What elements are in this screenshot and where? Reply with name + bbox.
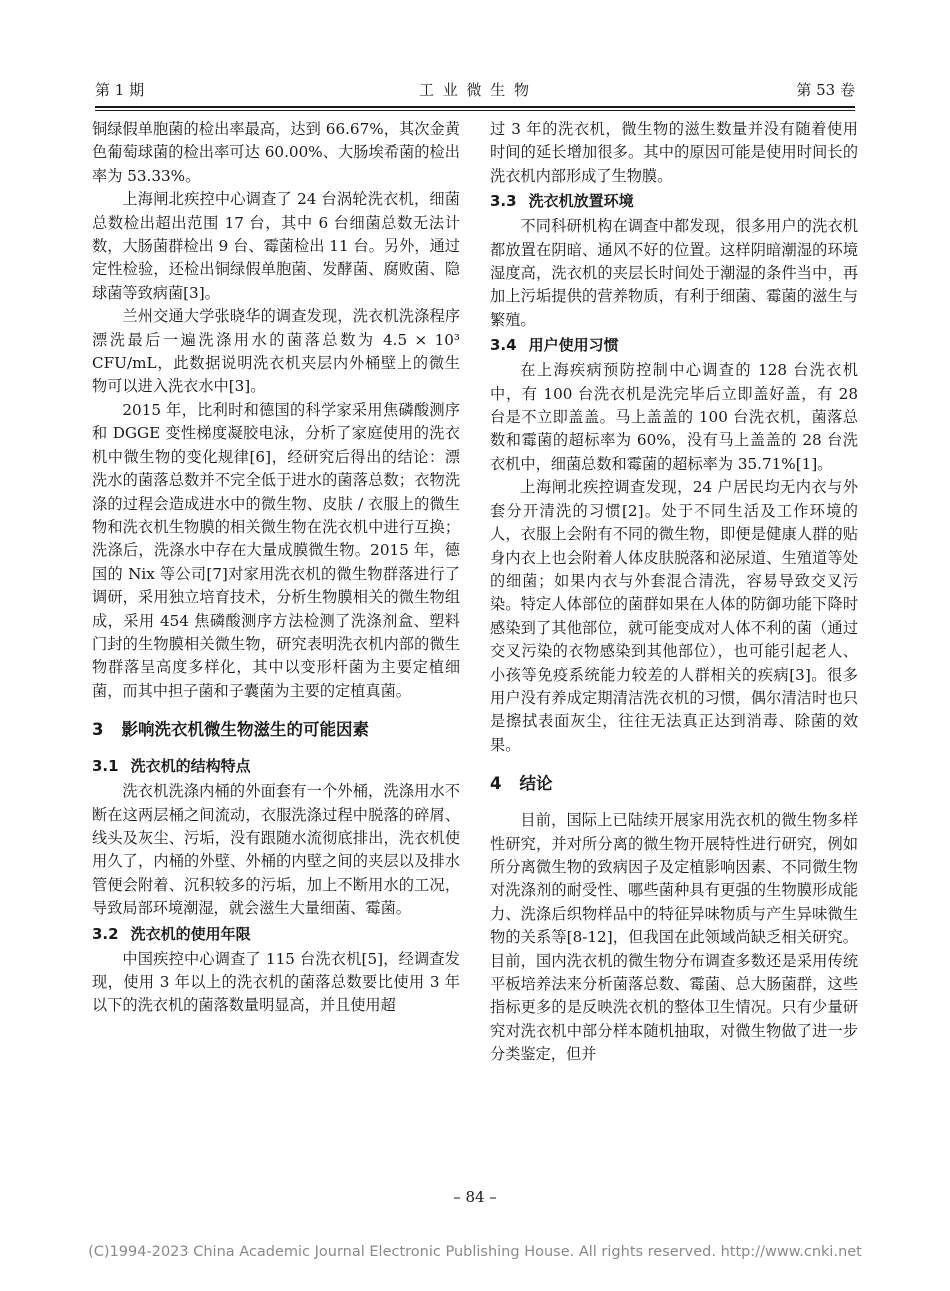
subsection-heading-3-4 — [490, 334, 858, 357]
paragraph: 不同科研机构在调查中都发现，很多用户的洗衣机都放置在阴暗、通风不好的位置。这样阴暗潮湿的环境湿度高，洗衣机的夹层长时间处于潮湿的条件当中，再加上污垢提供的营养物质，有利于细菌、霉菌的滋生与繁殖。 — [490, 217, 858, 329]
subsection-number: 3.3 — [490, 192, 517, 211]
paragraph: 兰州交通大学张晓华的调查发现，洗衣机洗涤程序漂洗最后一遍洗涤用水的菌落总数为 4.5 × 10³ CFU/mL，此数据说明洗衣机夹层内外桶壁上的微生物可以进入洗衣水中[3]。 — [92, 307, 460, 396]
section-heading-3 — [92, 717, 460, 743]
subsection-heading-3-3 — [490, 190, 858, 213]
paragraph: 中国疾控中心调查了 115 台洗衣机[5]，经调查发现，使用 3 年以上的洗衣机的菌落总数要比使用 3 年以下的洗衣机的菌落数量明显高，并且使用超 — [92, 949, 460, 1015]
running-header — [95, 76, 855, 104]
subsection-heading-3-1 — [92, 755, 460, 778]
section-heading-4 — [490, 771, 858, 797]
volume-number: 第 53 卷 — [796, 81, 855, 99]
paragraph: 铜绿假单胞菌的检出率最高，达到 66.67%，其次金黄色葡萄球菌的检出率可达 60.00%、大肠埃希菌的检出率为 53.33%。 — [92, 120, 460, 185]
subsection-number: 3.4 — [490, 336, 517, 355]
right-column — [490, 118, 858, 1067]
paragraph: 2015 年，比利时和德国的科学家采用焦磷酸测序和 DGGE 变性梯度凝胶电泳，分析了家庭使用的洗衣机中微生物的变化规律[6]，经研究后得出的结论：漂洗水的菌落总数并不完全低于进水的菌落总数；衣物洗涤的过程会造成进水中的微生物、皮肤 / 衣服上的微生物和洗衣机生物膜的相关微生物在洗衣机中进行互换；洗涤后，洗涤水中存在大量成膜微生物。2015 年，德国的 Nix 等公司[7]对家用洗衣机的微生物群落进行了调研，采用独立培育技术，分析生物膜相关的微生物组成，采用 454 焦磷酸测序方法检测了洗涤剂盒、塑料门封的生物膜相关微生物，研究表明洗衣机内部的微生物群落呈高度多样化，其中以变形杆菌为主要定植细菌，而其中担子菌和子囊菌为主要的定植真菌。 — [92, 400, 460, 700]
page-number: – 84 – — [453, 1188, 497, 1206]
subsection-title: 洗衣机的使用年限 — [130, 924, 251, 943]
subsection-title: 洗衣机放置环境 — [528, 192, 634, 211]
section-title: 结论 — [519, 774, 553, 794]
paragraph: 目前，国际上已陆续开展家用洗衣机的微生物多样性研究，并对所分离的微生物开展特性进行研究，例如所分离微生物的致病因子及定植影响因素、不同微生物对洗涤剂的耐受性、哪些菌种具有更强的生物膜形成能力、洗涤后织物样品中的特征异味物质与产生异味微生物的关系等[8-12]，但我国在此领域尚缺乏相关研究。目前，国内洗衣机的微生物分布调查多数还是采用传统平板培养法来分析菌落总数、霉菌、总大肠菌群，这些指标更多的是反映洗衣机的整体卫生情况。只有少量研究对洗衣机中部分样本随机抽取，对微生物做了进一步分类鉴定，但并 — [490, 811, 858, 1064]
subsection-title: 用户使用习惯 — [528, 336, 619, 355]
copyright-footer: (C)1994-2023 China Academic Journal Electronic Publishing House. All rights reserved. http://www.cnki.net — [88, 1244, 862, 1260]
section-number: 3 — [92, 720, 104, 740]
paragraph: 洗衣机洗涤内桶的外面套有一个外桶，洗涤用水不断在这两层桶之间流动，衣服洗涤过程中脱落的碎屑、线头及灰尘、污垢，没有跟随水流彻底排出，洗衣机使用久了，内桶的外壁、外桶的内壁之间的夹层以及排水管便会附着、沉积较多的污垢，加上不断用水的工况，导致局部环境潮湿，就会滋生大量细菌、霉菌。 — [92, 782, 460, 918]
issue-number: 第 1 期 — [95, 81, 145, 99]
section-title: 影响洗衣机微生物滋生的可能因素 — [121, 720, 369, 740]
header-rule-thick — [95, 106, 855, 108]
header-rule-thin — [95, 110, 855, 111]
left-column — [92, 118, 460, 1018]
paragraph: 上海闸北疾控调查发现，24 户居民均无内衣与外套分开清洗的习惯[2]。处于不同生活及工作环境的人，衣服上会附有不同的微生物，即便是健康人群的贴身内衣上也会附着人体皮肤脱落和泌尿道、生殖道等处的细菌；如果内衣与外套混合清洗，容易导致交叉污染。特定人体部位的菌群如果在人体的防御功能下降时感染到了其他部位，就可能变成对人体不利的菌（通过交叉污染的衣物感染到其他部位），也可能引起老人、小孩等免疫系统能力较差的人群相关的疾病[3]。很多用户没有养成定期清洁洗衣机的习惯，偶尔清洁时也只是擦拭表面灰尘，往往无法真正达到消毒、除菌的效果。 — [490, 478, 858, 754]
journal-title: 工 业 微 生 物 — [418, 81, 532, 99]
subsection-title: 洗衣机的结构特点 — [130, 757, 251, 776]
subsection-number: 3.2 — [92, 924, 119, 943]
paragraph: 上海闸北疾控中心调查了 24 台涡轮洗衣机，细菌总数检出超出范围 17 台，其中 6 台细菌总数无法计数，大肠菌群检出 9 台、霉菌检出 11 台。另外，通过定性检验，还检出铜绿假单胞菌、发酵菌、腐败菌、隐球菌等致病菌[3]。 — [92, 190, 460, 302]
subsection-number: 3.1 — [92, 757, 119, 776]
subsection-heading-3-2 — [92, 923, 460, 946]
section-number: 4 — [490, 774, 502, 794]
paragraph: 过 3 年的洗衣机，微生物的滋生数量并没有随着使用时间的延长增加很多。其中的原因可能是使用时间长的洗衣机内部形成了生物膜。 — [490, 120, 858, 185]
paragraph: 在上海疾病预防控制中心调查的 128 台洗衣机中，有 100 台洗衣机是洗完毕后立即盖好盖，有 28 台是不立即盖盖。马上盖盖的 100 台洗衣机，菌落总数和霉菌的超标率为 60%，没有马上盖盖的 28 台洗衣机中，细菌总数和霉菌的超标率为 35.71%[1]。 — [490, 361, 858, 473]
